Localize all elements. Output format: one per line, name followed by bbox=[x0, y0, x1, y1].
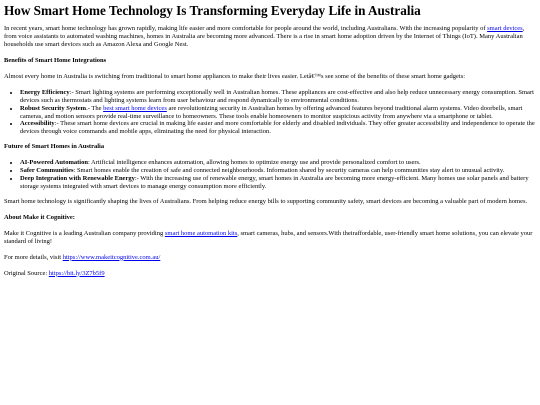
details-paragraph bbox=[4, 254, 536, 262]
about-text-2: , smart cameras, hubs, and sensors.With theiraffordable, user-friendly smart home solutions, you can elevate your standard of living! bbox=[4, 229, 533, 245]
conclusion-paragraph: Smart home technology is significantly shaping the lives of Australians. From helping reduce energy bills to supporting community safety, smart devices are becoming a valuable part of modern homes. bbox=[4, 197, 528, 205]
intro-text-2: , from voice assistants to automated washing machines, homes in Australia are becoming more advanced. There is a rise in smart home adoption driven by the Internet of Things (IoT). Many Australian households use smart devices such as Amazon Alexa and Google Nest. bbox=[4, 25, 525, 49]
intro-paragraph bbox=[4, 25, 536, 49]
list-item-term: Deep Integration with Renewable Energy bbox=[20, 175, 135, 183]
list-item-text: :- These smart home devices are crucial in making life easier and more comfortable for elderly and disabled individuals. They offer greater accessibility and independence to operate the devices through voice commands and mobile apps, eliminating the need for physical interaction. bbox=[20, 120, 535, 136]
list-item bbox=[20, 167, 536, 175]
list-item-term: AI-Powered Automation bbox=[20, 159, 88, 167]
list-item-term: Robust Security System bbox=[20, 104, 87, 112]
list-item bbox=[20, 175, 536, 191]
source-paragraph bbox=[4, 270, 536, 278]
benefits-intro: Almost every home in Australia is switching from traditional to smart home appliances to make their lives easier. Letâ€™s see some of the benefits of these smart home gadgets: bbox=[4, 72, 466, 80]
benefits-list bbox=[4, 89, 536, 137]
list-item bbox=[20, 105, 536, 121]
list-item-term: Safer Communities bbox=[20, 167, 74, 175]
about-text-1: Make it Cognitive is a leading Australian company providing bbox=[4, 229, 165, 237]
list-item-term: Accessibility bbox=[20, 120, 55, 128]
website-link[interactable]: https://www.makeitcognitive.com.au/ bbox=[62, 253, 161, 261]
future-list bbox=[4, 159, 536, 191]
source-label: Original Source: bbox=[4, 269, 49, 277]
list-item-text: .- The bbox=[86, 104, 104, 112]
details-label: For more details, visit bbox=[4, 253, 63, 261]
original-source-link[interactable]: https://bit.ly/3Z7b5f9 bbox=[48, 269, 105, 277]
smart-devices-link[interactable]: smart devices bbox=[487, 25, 523, 33]
list-item bbox=[20, 89, 536, 105]
intro-text-1: In recent years, smart home technology has grown rapidly, making life easier and more comfortable for people around the world, including Australians. With the increasing popularity of bbox=[4, 25, 488, 33]
smart-home-automation-kits-link[interactable]: smart home automation kits bbox=[164, 229, 238, 237]
future-heading: Future of Smart Homes in Australia bbox=[4, 143, 105, 151]
list-item-text: : Smart homes enable the creation of safe and connected neighbourhoods. Information shared by security cameras can help communities stay alert to unusual activity. bbox=[73, 167, 505, 175]
list-item-text: : Artificial intelligence enhances automation, allowing homes to optimize energy use and provide personalized comfort to users. bbox=[87, 159, 421, 167]
list-item-text: :- Smart lighting systems are performing exceptionally well in Australian homes. These appliances are cost-effective and also help reduce unnecessary energy consumption. Smart devices such as thermostats and lighting systems learn from user behaviour and respond dynamically to environmental conditions. bbox=[20, 88, 534, 104]
best-smart-home-devices-link[interactable]: best smart home devices bbox=[103, 104, 167, 112]
list-item-term: Energy Efficiency bbox=[20, 88, 70, 96]
about-heading: About Make it Cognitive: bbox=[4, 213, 75, 221]
about-paragraph bbox=[4, 230, 536, 246]
benefits-heading: Benefits of Smart Home Integrations bbox=[4, 56, 107, 64]
list-item-text: :- With the increasing use of renewable energy, smart homes in Australia are becoming more energy-efficient. Many homes use solar panels and battery storage systems integrated with smart devices to manage energy consumption more efficiently. bbox=[20, 175, 529, 190]
list-item bbox=[20, 159, 536, 167]
article-title: How Smart Home Technology Is Transforming Everyday Life in Australia bbox=[4, 3, 421, 18]
list-item-text: are revolutionizing security in Australian homes by offering advanced features beyond traditional alarm systems. Video doorbells, smart cameras, and motion sensors provide real-time surveillance to homeowners. These tools enable homeowners to monitor suspicious activity from anywhere via a smartphone or tablet. bbox=[20, 104, 523, 120]
list-item bbox=[20, 120, 536, 136]
